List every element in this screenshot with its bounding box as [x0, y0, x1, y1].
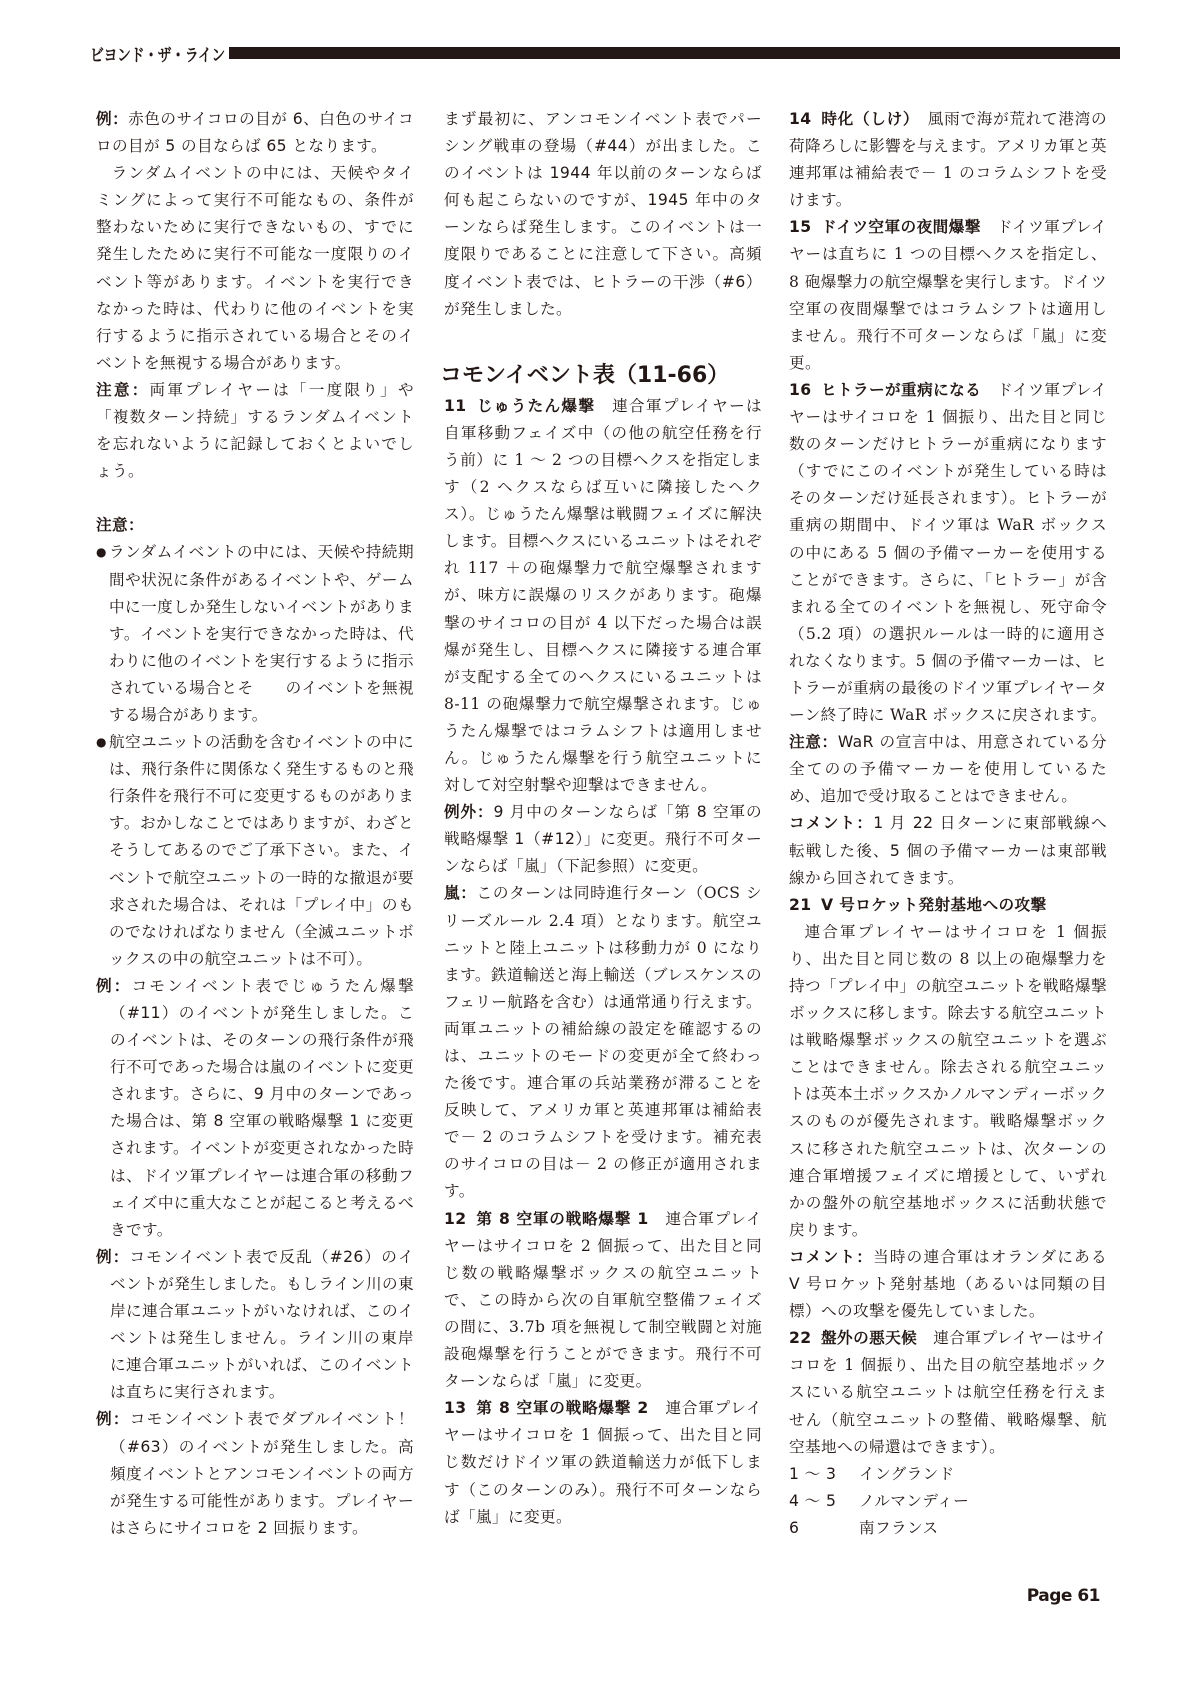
comment-paragraph [789, 810, 1107, 891]
event-heading [444, 397, 595, 415]
note-label: 注意： [96, 380, 150, 399]
roll-result: イングランド [859, 1464, 955, 1483]
event-entry-16 [789, 377, 1107, 729]
event-number: 16 [789, 380, 812, 399]
event-title: じゅうたん爆撃 [476, 396, 596, 415]
note-text: WaR の宣言中は、用意されている分全てのの予備マーカーを使用しているため、追加で受け取ることはできません。 [789, 733, 1108, 806]
comment-label: コメント： [789, 814, 874, 833]
example-text: コモンイベント表で反乱（#26）のイベントが発生しました。もしライン川の東岸に連合軍ユニットがいなければ、このイベントは発生しません。ライン川の東岸に連合軍ユニットがいれば、このイベントは直ちに実行されます。 [110, 1247, 414, 1402]
event-text: 連合軍プレイヤーは自軍移動フェイズ中（の他の航空任務を行う前）に 1 ～ 2 つの目標ヘクスを指定します（2 ヘクスならば互いに隣接したヘクス）。じゅうたん爆撃は戦闘フェイズに解決します。目標ヘクスにいるユニットはそれぞれ 117 ＋の砲爆撃力で航空爆撃されますが、味方に誤爆のリスクがあります。砲爆撃のサイコロの目が 4 以下だった場合は誤爆が発生し、目標ヘクスに隣接する連合軍が支配する全てのヘクスにいるユニットは 8-11 の砲爆撃力で航空爆撃されます。じゅうたん爆撃ではコラムシフトは適用しません。じゅうたん爆撃を行う航空ユニットに対して対空射撃や迎撃はできません。 [444, 396, 762, 795]
comment-paragraph [789, 1244, 1107, 1325]
event-number: 13 [444, 1399, 467, 1418]
result-row [789, 1515, 1107, 1542]
event-heading [789, 381, 981, 399]
example-paragraph [96, 973, 414, 1244]
event-heading [789, 218, 981, 236]
bullet-item [96, 539, 414, 729]
result-row [789, 1488, 1107, 1515]
example-text: コモンイベント表でダブルイベント！（#63）のイベントが発生しました。高頻度イベントとアンコモンイベントの両方が発生する可能性があります。プレイヤーはさらにサイコロを 2 回振ります。 [110, 1410, 414, 1537]
comment-text: 1 月 22 日ターンに東部戦線へ転戦した後、5 個の予備マーカーは東部戦線から回されてきます。 [789, 814, 1107, 887]
event-entry-11 [444, 393, 762, 799]
example-label: 例： [96, 1247, 130, 1266]
event-text: 連合軍プレイヤーはサイコロを 2 個振って、出た目と同じ数の戦略爆撃ボックスの航空ユニットで、この時から次の自軍航空整備フェイズの間に、3.7b 項を無視して制空戦闘と対施設砲爆撃を行うことができます。飛行不可ターンならば「嵐」に変更。 [444, 1209, 763, 1391]
section-title: コモンイベント表（11-66） [440, 362, 730, 388]
note-heading: 注意： [96, 516, 144, 535]
event-title: 時化（しけ） [821, 110, 912, 128]
bullet-text: 航空ユニットの活動を含むイベントの中には、飛行条件に関係なく発生するものと飛行条件を飛行不可に変更するものがあります。おかしなことではありますが、わざとそうしてあるのでご了承下さい。また、イベントで航空ユニットの一時的な撤退が要求された場合は、それは「プレイ中」のものでなければなりません（全滅ユニットボックスの中の航空ユニットは不可）。 [109, 733, 414, 968]
example-text: 赤色のサイコロの目が 6、白色のサイコロの目が 5 の目ならば 65 となります。 [96, 110, 415, 156]
note-text: 両軍プレイヤーは「一度限り」や「複数ターン持続」するランダムイベントを忘れないように記録しておくとよいでしょう。 [96, 380, 414, 481]
exception-label: 例外： [444, 803, 494, 822]
event-heading [444, 1399, 649, 1417]
event-entry-15 [789, 214, 1107, 377]
event-number: 14 [789, 110, 812, 128]
bullet-item [96, 729, 414, 973]
bullet-text: ランダムイベントの中には、天候や持続期間や状況に条件があるイベントや、ゲーム中に一度しか発生しないイベントがあります。イベントを実行できなかった時は、代わりに他のイベントを実行するように指示されている場合とそ のイベントを無視する場合があります。 [109, 543, 414, 724]
comment-label: コメント： [789, 1247, 874, 1266]
example-paragraph [96, 1406, 414, 1541]
event-heading [789, 896, 1046, 914]
event-number: 22 [789, 1329, 812, 1348]
example-paragraph [96, 1244, 414, 1407]
note-label: 注意： [789, 733, 838, 752]
running-header [90, 38, 1120, 68]
page-number: Page 61 [1026, 1586, 1100, 1606]
event-text: ドイツ軍プレイヤーは直ちに 1 つの目標ヘクスを指定し、8 砲爆撃力の航空爆撃を実行します。ドイツ空軍の夜間爆撃ではコラムシフトは適用しません。飛行不可ターンならば「嵐」に変更。 [789, 218, 1107, 372]
exception-paragraph [444, 799, 762, 880]
note-paragraph [96, 377, 414, 485]
storm-text: このターンは同時進行ターン（OCS シリーズルール 2.4 項）となります。航空ユニットと陸上ユニットは移動力が 0 になります。鉄道輸送と海上輸送（ブレスケンスのフェリー航路を含む）は通常通り行えます。両軍ユニットの補給線の設定を確認するのは、ユニットのモードの変更が全て終わった後です。連合軍の兵站業務が滞ることを反映して、アメリカ軍と英連邦軍は補給表で－ 2 のコラムシフトを受けます。補充表のサイコロの目は－ 2 の修正が適用されます。 [444, 884, 762, 1201]
example-label: 例： [96, 976, 132, 995]
event-text: 風雨で海が荒れて港湾の荷降ろしに影響を与えます。アメリカ軍と英連邦軍は補給表で－ 1 のコラムシフトを受けます。 [789, 110, 1108, 210]
header-rule [229, 47, 1121, 59]
roll-result: ノルマンディー [859, 1491, 970, 1510]
note-paragraph [789, 729, 1107, 810]
event-text: 連合軍プレイヤーはサイコロを 1 個振り、出た目の航空基地ボックスにいる航空ユニットは航空任務を行えません（航空ユニットの整備、戦略爆撃、航空基地への帰還はできます）。 [789, 1329, 1107, 1456]
event-heading [789, 1329, 917, 1347]
event-title: V 号ロケット発射基地への攻撃 [821, 895, 1047, 914]
column-1 [96, 106, 414, 1542]
bullet-icon: ● [96, 735, 107, 750]
event-text: 連合軍プレイヤーはサイコロを 1 個振り、出た目と同じ数の 8 以上の砲爆撃力を持つ「プレイ中」の航空ユニットを戦略爆撃ボックスに移します。除去する航空ユニットは戦略爆撃ボックスの航空ユニットを選ぶことはできません。除去される航空ユニットは英本土ボックスかノルマンディーボックスのものが優先されます。戦略爆撃ボックスに移された航空ユニットは、次ターンの連合軍増援フェイズに増援として、いずれかの盤外の航空基地ボックスに活動状態で戻ります。 [789, 922, 1107, 1239]
bullet-icon: ● [96, 545, 107, 560]
exception-text: 9 月中のターンならば「第 8 空軍の戦略爆撃 1（#12）」に変更。飛行不可ターンならば「嵐」（下記参照）に変更。 [444, 803, 762, 876]
event-number: 11 [444, 396, 467, 415]
event-entry-22 [789, 1325, 1107, 1460]
event-title: 第 8 空軍の戦略爆撃 2 [476, 1399, 649, 1418]
body-paragraph: ランダムイベントの中には、天候やタイミングによって実行不可能なもの、条件が整わないために実行できないもの、すでに発生したために実行不可能な一度限りのイベント等があります。イベントを実行できなかった時は、代わりに他のイベントを実行するように指示されている場合とそのイベントを無視する場合があります。 [96, 164, 414, 372]
comment-text: 当時の連合軍はオランダにある V 号ロケット発射基地（あるいは同類の目標）への攻撃を優先していました。 [789, 1247, 1107, 1321]
storm-label: 嵐： [444, 884, 477, 903]
event-entry-13 [444, 1395, 762, 1530]
event-entry-14 [789, 106, 1107, 214]
event-heading [444, 1210, 649, 1228]
event-title: ヒトラーが重病になる [821, 380, 982, 399]
event-number: 21 [789, 895, 812, 914]
header-title: ビヨンド・ザ・ライン [90, 45, 225, 66]
intro-paragraph: まず最初に、アンコモンイベント表でパーシング戦車の登場（#44）が出ました。このイベントは 1944 年以前のターンならば何も起こらないのですが、1945 年中のターンならば発生します。このイベントは一度限りであることに注意して下さい。高頻度イベント表では、ヒトラーの干渉（#6）が発生しました。 [444, 110, 762, 318]
event-entry-21-heading [789, 892, 1107, 919]
column-2 [440, 106, 763, 1531]
roll-range: 6 [789, 1518, 800, 1537]
event-title: 第 8 空軍の戦略爆撃 1 [476, 1209, 649, 1228]
event-title: 盤外の悪天候 [821, 1329, 918, 1348]
roll-result: 南フランス [859, 1518, 939, 1537]
event-heading [789, 110, 911, 128]
column-3 [789, 106, 1107, 1542]
example-label: 例： [96, 1410, 130, 1429]
event-text: 連合軍プレイヤーはサイコロを 1 個振って、出た目と同じ数だけドイツ軍の鉄道輸送力が低下します（このターンのみ）。飛行不可ターンならば「嵐」に変更。 [444, 1399, 763, 1526]
event-text: ドイツ軍プレイヤーはサイコロを 1 個振り、出た目と同じ数のターンだけヒトラーが重病になります（すでにこのイベントが発生している時はそのターンだけ延長されます）。ヒトラーが重病の期間中、ドイツ軍は WaR ボックスの中にある 5 個の予備マーカーを使用することができます。さらに、「ヒトラー」が含まれる全てのイベントを無視し、死守命令（5.2 項）の選択ルールは一時的に適用されなくなります。5 個の予備マーカーは、ヒトラーが重病の最後のドイツ軍プレイヤーターン終了時に WaR ボックスに戻されます。 [789, 380, 1107, 725]
example-text: コモンイベント表でじゅうたん爆撃（#11）のイベントが発生しました。このイベントは、そのターンの飛行条件が飛行不可であった場合は嵐のイベントに変更されます。さらに、9 月中のターンであった場合は、第 8 空軍の戦略爆撃 1 に変更されます。イベントが変更されなかった時は、ドイツ軍プレイヤーは連合軍の移動フェイズ中に重大なことが起こると考えるべきです。 [110, 976, 414, 1239]
event-number: 15 [789, 218, 812, 237]
roll-range: 4 ～ 5 [789, 1491, 837, 1510]
example-label: 例： [96, 110, 129, 128]
event-number: 12 [444, 1209, 467, 1228]
roll-range: 1 ～ 3 [789, 1464, 837, 1483]
example-paragraph [96, 106, 414, 160]
event-title: ドイツ空軍の夜間爆撃 [821, 218, 981, 237]
event-entry-12 [444, 1206, 762, 1396]
storm-paragraph [444, 880, 762, 1205]
result-row [789, 1461, 1107, 1488]
